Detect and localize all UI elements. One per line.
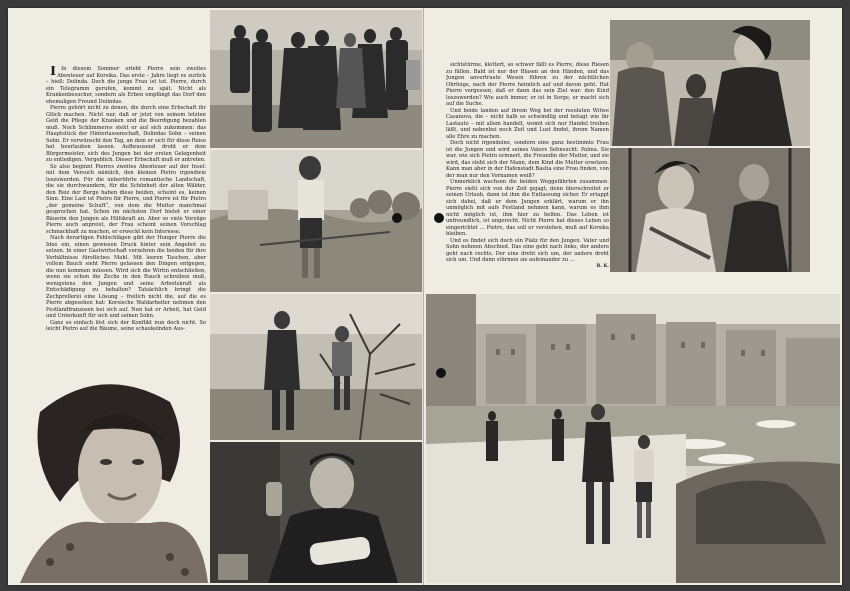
photo-man-with-wine-bottle	[210, 442, 422, 583]
right-page	[424, 8, 842, 585]
photo-villagers-procession	[210, 10, 422, 148]
drop-cap: I	[50, 66, 57, 79]
binding-hole-right-lower	[436, 368, 446, 378]
left-paragraph-5: Ganz so einfach löst sich der Konflikt nun doch nicht. So leicht Pietro auf die Bäume, seine schaukelnden Aus-	[46, 319, 206, 332]
photo-man-woman-boy-outdoors	[610, 20, 810, 146]
left-page	[8, 8, 424, 585]
left-paragraph-1: I In diesem Sommer erlebt Pierre sein zweites Abenteuer auf Korsika. Das erste – Jahre liegt es zurück – hieß: Dolinda. Doch die junge Frau ist tot. Pierre, durch ein Telegramm gerufen, kommt zu spät. Nicht als Krankenbesucher, sondern als Erben empfängt das Dorf den ehemaligen Freund Dolindas.	[46, 66, 206, 105]
right-paragraph-2: Und beide landen auf ihrem Weg bei der resoluten Witwe Casanova, die – nicht halb so schwindlig und betagt wie ihr Lastauto – mit allem handelt, womit sich nur Handel treiben läßt, und nebenbei noch Zeit und Lust findet, ihrem Namen alle Ehre zu machen.	[446, 107, 609, 140]
right-paragraph-3: Doch nicht irgendeine, sondern eine ganz bestimmte Frau ist die Jungen und wird seines Vaters Sehnsucht: Palma. Sie war, wie sich Pietro erinnert, die Freundin der Mutter, und sie wird, das steht sich der Mann, dem Kind die Mutter ersetzen. Kann man aber in der Hafenstadt Bastia eine Frau finden, von der man nur den Vornamen weiß?	[446, 140, 609, 179]
right-article-text	[446, 62, 609, 322]
left-article-text	[46, 66, 206, 356]
author-signature: R. K.	[596, 263, 609, 269]
photo-woman-and-man-indoors	[610, 148, 810, 272]
binding-hole-right-upper	[434, 213, 444, 223]
photo-man-and-boy-in-forest	[210, 294, 422, 440]
right-paragraph-5: Und es findet sich doch ein Platz für den Jungen. Vater und Sohn nehmen Abschied. Das eine geht nach links, der andere geht nach rechts. Der eine dreht sich um, der andere dreht sich um. Und dann stürmen sie aufeinander zu ...	[446, 237, 609, 263]
right-paragraph-1: sichtstürme, klettert, so schwer fällt es Pierre, diese Riesen zu fällen. Bald ist nur der Blasen an den Händen, und das Jungen anvertraute Wesen führen zu der nächtlichen Ohrfeige, nach der Pierre heimlich auf und davon geht. Hat Pierre vergessen, daß er dann das sein Ziel war: den Kind loszuwerden? Wie auch immer, er ist in Sorge, er macht sich auf die Suche.	[446, 62, 609, 107]
photo-woman-portrait	[10, 372, 208, 583]
left-paragraph-4: Nach derartigen Fehlschlägen gibt der Hunger Pierre die Idee ein, einen gewissen Druck hinter sein Angebot zu setzen. In einer Gastwirtschaft verzehren die beiden für ihre Verhältnisse fürstliches Mahl. Mit leeren Taschen, aber vollem Bauch sieht Pierre gelassen den Dingen entgegen, die nun kommen müssen. Wird sich die Wirtin entschließen, wenn sie schon die Zeche in den Rauch schreiben muß, wenigstens den Jungen und seine Arbeitskraft als Entschädigung zu behalten? Tatsächlich bringt die Zechprellerei eine Lösung – freilich nicht die, auf die es Pierre abgesehen hat: Korsische Waldarbeiter nehmen den Festlandfranzosen bei sich auf. Nun hat er Arbeit, hat Geld und Unterkunft für sich und seinen Sohn.	[46, 235, 206, 319]
photo-boy-on-hillside	[210, 150, 422, 292]
right-paragraph-4: Unmerklich wachsen die beiden Weggefährten zusammen. Pierre sieht sich von der Zeit gejagt, denn überschreitet er seinen Urlaub, dann ist ihm die Entlassung sicher. Er ertappt sich dabei, daß er dem Jungen erklärt, warum er ihn unmöglich mit aufs Festland nehmen kann, warum es ihm nicht möglich ist, ihm hier zu helfen. Das Leben ist unfreundlich, ist ungerecht. Nicht Pierre hat dieses Leben so eingerichtet ... Pietro, das soll er verstehen, muß auf Korsika bleiben.	[446, 179, 609, 237]
photo-harbor-town-walk	[426, 294, 840, 583]
left-paragraph-2: Pierre gehört nicht zu denen, die durch eine Erbschaft ihr Glück machen. Nicht nur, daß er jetzt von seinem letzten Geld die Pflege der Kranken und die Beerdigung bezahlen muß. Noch Schlimmeres steht er auf sich zukommen: das Hauptstück der Hinterlassenschaft, Dolindas Sohn – seinen Sohn. Er verwünscht den Tag, an dem er sich für diese Reise hat beurlauben lassen. Aufbrausend droht er dem Bürgermeister, sich des Jungen bei der ersten Gelegenheit zu entledigen. Vergeblich. Dieser Erbschaft muß er antreten.	[46, 105, 206, 163]
binding-hole-left	[392, 213, 402, 223]
left-paragraph-3: So also beginnt Pierres zweites Abenteuer auf der Insel: mit dem Versuch nämlich, den kleinen Pietro irgendwie loszuwerden. Für die unberührte romantische Landschaft, die sie durchwandern, für die Schönheit der alten Wälder, den Reiz der Berge haben diese beiden, scheint es, keinen Sinn. Eine Last ist Pietro für Pierre, und Pierre ist für Pietro „der gemeine Schuft“, von dem die Mutter manchmal gesprochen hat. Schon im nächsten Dorf bietet er einer Bäuerin den Jungen als Hilfskraft an. Aber so viele Vorzüge Pierre auch anpreist, der Frau scheint seinen Vorschlag schmackhaft zu machen, er erweckt kein Interesse.	[46, 163, 206, 235]
